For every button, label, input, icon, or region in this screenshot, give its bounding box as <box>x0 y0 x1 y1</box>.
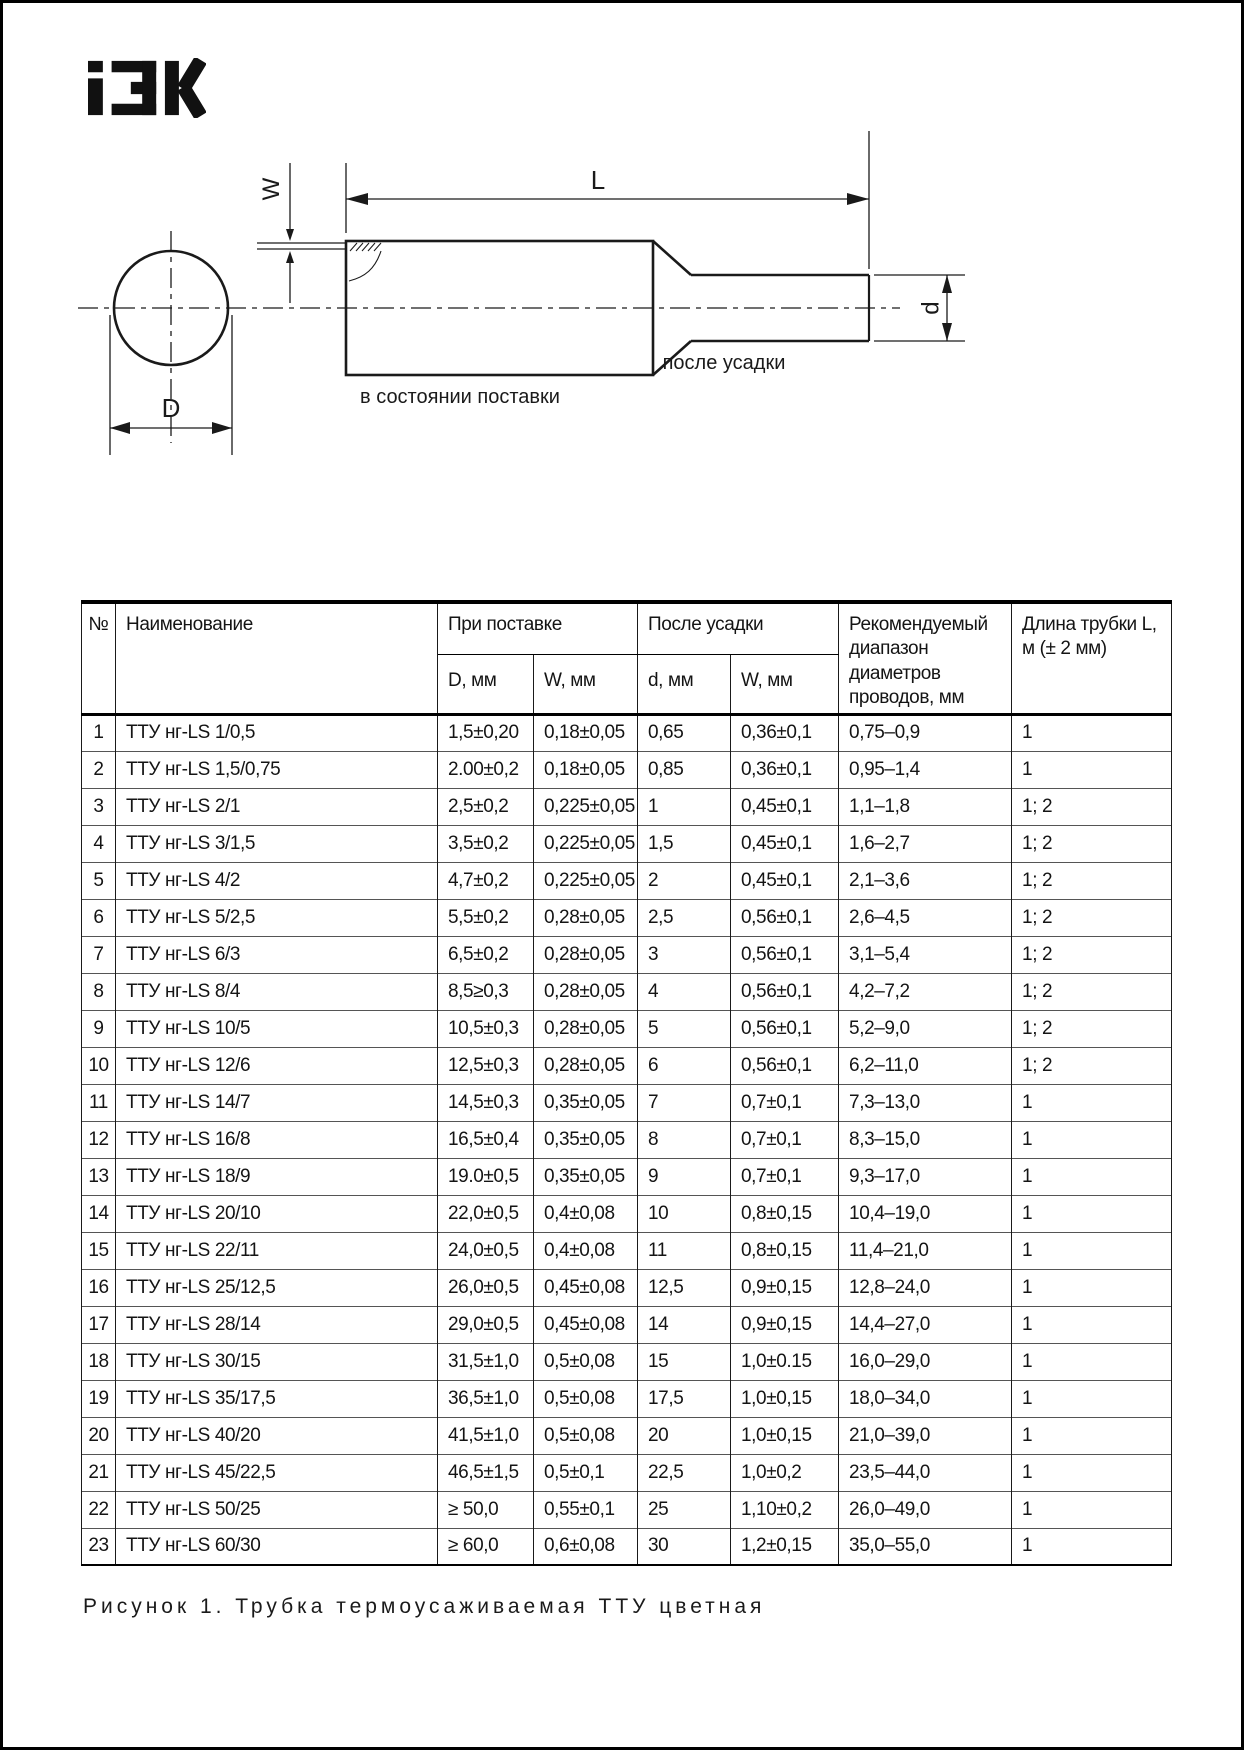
cell-length: 1 <box>1012 1454 1172 1491</box>
cell-w_supply: 0,18±0,05 <box>534 714 638 751</box>
cell-w_after: 1,0±0,15 <box>731 1380 839 1417</box>
cell-d_after: 1,5 <box>638 825 731 862</box>
table-row <box>82 1195 1172 1232</box>
cell-range: 14,4–27,0 <box>839 1306 1012 1343</box>
cell-d_supply: 24,0±0,5 <box>438 1232 534 1269</box>
cell-d_after: 2 <box>638 862 731 899</box>
cell-d_supply: 14,5±0,3 <box>438 1084 534 1121</box>
cell-name: ТТУ нг-LS 12/6 <box>116 1047 438 1084</box>
cell-num: 1 <box>82 714 116 751</box>
cell-d_supply: 10,5±0,3 <box>438 1010 534 1047</box>
cell-range: 21,0–39,0 <box>839 1417 1012 1454</box>
cell-w_after: 0,45±0,1 <box>731 825 839 862</box>
table-row <box>82 788 1172 825</box>
cell-d_after: 17,5 <box>638 1380 731 1417</box>
cell-name: ТТУ нг-LS 14/7 <box>116 1084 438 1121</box>
spec-table-container <box>81 600 1171 1566</box>
table-row <box>82 1158 1172 1195</box>
cell-num: 7 <box>82 936 116 973</box>
arrowhead-left <box>110 422 130 434</box>
cell-d_after: 12,5 <box>638 1269 731 1306</box>
cell-w_supply: 0,28±0,05 <box>534 1010 638 1047</box>
cell-d_after: 9 <box>638 1158 731 1195</box>
cell-length: 1 <box>1012 1491 1172 1528</box>
cell-name: ТТУ нг-LS 45/22,5 <box>116 1454 438 1491</box>
label-supply-state: в состоянии поставки <box>360 386 560 408</box>
table-row <box>82 862 1172 899</box>
cell-range: 2,1–3,6 <box>839 862 1012 899</box>
cell-length: 1 <box>1012 751 1172 788</box>
cell-w_after: 0,45±0,1 <box>731 788 839 825</box>
cell-d_supply: 12,5±0,3 <box>438 1047 534 1084</box>
cell-d_after: 2,5 <box>638 899 731 936</box>
cell-num: 15 <box>82 1232 116 1269</box>
cell-d_supply: 19.0±0,5 <box>438 1158 534 1195</box>
cell-d_after: 5 <box>638 1010 731 1047</box>
cell-name: ТТУ нг-LS 2/1 <box>116 788 438 825</box>
cell-range: 1,1–1,8 <box>839 788 1012 825</box>
cell-w_supply: 0,5±0,08 <box>534 1380 638 1417</box>
cell-length: 1 <box>1012 1084 1172 1121</box>
cell-w_after: 0,9±0,15 <box>731 1269 839 1306</box>
cell-range: 10,4–19,0 <box>839 1195 1012 1232</box>
cell-w_after: 0,56±0,1 <box>731 899 839 936</box>
table-row <box>82 973 1172 1010</box>
cell-w_supply: 0,6±0,08 <box>534 1528 638 1565</box>
cell-w_supply: 0,28±0,05 <box>534 936 638 973</box>
cell-w_supply: 0,28±0,05 <box>534 973 638 1010</box>
cell-d_after: 30 <box>638 1528 731 1565</box>
cell-name: ТТУ нг-LS 1,5/0,75 <box>116 751 438 788</box>
cell-num: 2 <box>82 751 116 788</box>
cell-num: 23 <box>82 1528 116 1565</box>
cell-name: ТТУ нг-LS 10/5 <box>116 1010 438 1047</box>
cell-range: 0,75–0,9 <box>839 714 1012 751</box>
cell-length: 1 <box>1012 1269 1172 1306</box>
header-length: Длина трубки L, м (± 2 мм) <box>1012 602 1172 714</box>
cell-range: 0,95–1,4 <box>839 751 1012 788</box>
cell-d_after: 20 <box>638 1417 731 1454</box>
cell-w_supply: 0,28±0,05 <box>534 899 638 936</box>
cell-d_supply: 36,5±1,0 <box>438 1380 534 1417</box>
cell-range: 3,1–5,4 <box>839 936 1012 973</box>
cell-length: 1 <box>1012 1195 1172 1232</box>
cell-num: 13 <box>82 1158 116 1195</box>
cell-num: 12 <box>82 1121 116 1158</box>
cell-name: ТТУ нг-LS 6/3 <box>116 936 438 973</box>
cell-d_supply: 16,5±0,4 <box>438 1121 534 1158</box>
cell-d_supply: 8,5≥0,3 <box>438 973 534 1010</box>
cell-w_supply: 0,55±0,1 <box>534 1491 638 1528</box>
cell-d_after: 22,5 <box>638 1454 731 1491</box>
header-range: Рекомендуемый диапазон диаметров проводов, мм <box>839 602 1012 714</box>
cell-w_after: 1,0±0.15 <box>731 1343 839 1380</box>
cell-w_after: 0,56±0,1 <box>731 1010 839 1047</box>
arrowhead-down <box>942 323 952 341</box>
cell-name: ТТУ нг-LS 8/4 <box>116 973 438 1010</box>
cell-range: 18,0–34,0 <box>839 1380 1012 1417</box>
iek-logo <box>88 58 206 118</box>
arrowhead-right <box>212 422 232 434</box>
cell-length: 1; 2 <box>1012 825 1172 862</box>
cell-w_after: 1,2±0,15 <box>731 1528 839 1565</box>
cell-range: 26,0–49,0 <box>839 1491 1012 1528</box>
cell-w_after: 1,0±0,15 <box>731 1417 839 1454</box>
cell-range: 12,8–24,0 <box>839 1269 1012 1306</box>
table-row <box>82 825 1172 862</box>
cell-w_after: 0,45±0,1 <box>731 862 839 899</box>
cell-name: ТТУ нг-LS 22/11 <box>116 1232 438 1269</box>
cell-length: 1 <box>1012 714 1172 751</box>
cell-length: 1; 2 <box>1012 1047 1172 1084</box>
cell-d_supply: 4,7±0,2 <box>438 862 534 899</box>
cell-name: ТТУ нг-LS 25/12,5 <box>116 1269 438 1306</box>
cell-w_supply: 0,35±0,05 <box>534 1158 638 1195</box>
cell-length: 1; 2 <box>1012 788 1172 825</box>
table-row <box>82 1491 1172 1528</box>
cell-d_after: 3 <box>638 936 731 973</box>
cell-w_supply: 0,45±0,08 <box>534 1306 638 1343</box>
arrowhead-up <box>286 251 294 263</box>
cell-num: 5 <box>82 862 116 899</box>
cell-d_supply: 46,5±1,5 <box>438 1454 534 1491</box>
cell-w_after: 0,7±0,1 <box>731 1084 839 1121</box>
table-row <box>82 1232 1172 1269</box>
cell-name: ТТУ нг-LS 50/25 <box>116 1491 438 1528</box>
cell-name: ТТУ нг-LS 20/10 <box>116 1195 438 1232</box>
cell-d_after: 14 <box>638 1306 731 1343</box>
cell-length: 1 <box>1012 1232 1172 1269</box>
cell-length: 1 <box>1012 1528 1172 1565</box>
cell-d_supply: 5,5±0,2 <box>438 899 534 936</box>
cell-d_supply: 29,0±0,5 <box>438 1306 534 1343</box>
cell-num: 11 <box>82 1084 116 1121</box>
header-d-after: d, мм <box>638 654 731 714</box>
cell-w_after: 0,8±0,15 <box>731 1232 839 1269</box>
cell-name: ТТУ нг-LS 4/2 <box>116 862 438 899</box>
header-d-supply: D, мм <box>438 654 534 714</box>
cell-w_supply: 0,225±0,05 <box>534 825 638 862</box>
cell-d_after: 0,85 <box>638 751 731 788</box>
cell-num: 20 <box>82 1417 116 1454</box>
cell-length: 1; 2 <box>1012 1010 1172 1047</box>
cell-range: 5,2–9,0 <box>839 1010 1012 1047</box>
dim-label-L: L <box>590 165 606 195</box>
table-row <box>82 1269 1172 1306</box>
cell-range: 11,4–21,0 <box>839 1232 1012 1269</box>
cell-w_after: 0,56±0,1 <box>731 936 839 973</box>
cell-name: ТТУ нг-LS 40/20 <box>116 1417 438 1454</box>
cell-range: 2,6–4,5 <box>839 899 1012 936</box>
spec-table <box>81 600 1172 1566</box>
technical-drawing <box>58 128 993 473</box>
cell-range: 1,6–2,7 <box>839 825 1012 862</box>
cell-name: ТТУ нг-LS 16/8 <box>116 1121 438 1158</box>
cell-w_after: 0,56±0,1 <box>731 973 839 1010</box>
cell-num: 6 <box>82 899 116 936</box>
cell-d_supply: 41,5±1,0 <box>438 1417 534 1454</box>
cell-length: 1 <box>1012 1306 1172 1343</box>
cell-name: ТТУ нг-LS 3/1,5 <box>116 825 438 862</box>
cell-d_supply: 6,5±0,2 <box>438 936 534 973</box>
arrowhead-right <box>847 193 869 205</box>
table-row <box>82 1380 1172 1417</box>
cell-d_supply: 31,5±1,0 <box>438 1343 534 1380</box>
cell-w_after: 1,10±0,2 <box>731 1491 839 1528</box>
table-row <box>82 1417 1172 1454</box>
cell-name: ТТУ нг-LS 30/15 <box>116 1343 438 1380</box>
cell-range: 23,5–44,0 <box>839 1454 1012 1491</box>
cell-range: 16,0–29,0 <box>839 1343 1012 1380</box>
cell-range: 7,3–13,0 <box>839 1084 1012 1121</box>
cell-w_supply: 0,5±0,1 <box>534 1454 638 1491</box>
header-w-after: W, мм <box>731 654 839 714</box>
table-row <box>82 1343 1172 1380</box>
cell-name: ТТУ нг-LS 1/0,5 <box>116 714 438 751</box>
cell-d_after: 8 <box>638 1121 731 1158</box>
figure-caption: Рисунок 1. Трубка термоусаживаемая ТТУ цветная <box>83 1595 766 1618</box>
cell-d_after: 25 <box>638 1491 731 1528</box>
cell-w_after: 0,36±0,1 <box>731 714 839 751</box>
cell-name: ТТУ нг-LS 35/17,5 <box>116 1380 438 1417</box>
cell-d_supply: 1,5±0,20 <box>438 714 534 751</box>
section-hatch <box>350 243 381 251</box>
cell-w_after: 0,9±0,15 <box>731 1306 839 1343</box>
cell-w_after: 1,0±0,2 <box>731 1454 839 1491</box>
cell-w_after: 0,7±0,1 <box>731 1158 839 1195</box>
cell-w_supply: 0,35±0,05 <box>534 1084 638 1121</box>
header-num: № <box>82 602 116 714</box>
cell-num: 21 <box>82 1454 116 1491</box>
arrowhead-down <box>286 229 294 241</box>
cell-d_after: 6 <box>638 1047 731 1084</box>
cell-d_after: 15 <box>638 1343 731 1380</box>
cell-w_supply: 0,5±0,08 <box>534 1343 638 1380</box>
cell-d_supply: 2,5±0,2 <box>438 788 534 825</box>
cell-length: 1 <box>1012 1380 1172 1417</box>
cell-num: 19 <box>82 1380 116 1417</box>
table-row <box>82 1047 1172 1084</box>
cell-num: 9 <box>82 1010 116 1047</box>
cell-num: 8 <box>82 973 116 1010</box>
cell-length: 1 <box>1012 1343 1172 1380</box>
dim-label-D: D <box>161 393 181 423</box>
cell-length: 1; 2 <box>1012 936 1172 973</box>
cell-num: 10 <box>82 1047 116 1084</box>
cell-w_supply: 0,18±0,05 <box>534 751 638 788</box>
cell-d_after: 10 <box>638 1195 731 1232</box>
cell-length: 1; 2 <box>1012 973 1172 1010</box>
spec-table-body <box>82 714 1172 1565</box>
cell-num: 22 <box>82 1491 116 1528</box>
arrowhead-left <box>346 193 368 205</box>
cell-w_after: 0,8±0,15 <box>731 1195 839 1232</box>
table-row <box>82 1528 1172 1565</box>
cell-d_supply: ≥ 60,0 <box>438 1528 534 1565</box>
cell-w_after: 0,56±0,1 <box>731 1047 839 1084</box>
table-row <box>82 1454 1172 1491</box>
cell-w_after: 0,7±0,1 <box>731 1121 839 1158</box>
cell-w_supply: 0,4±0,08 <box>534 1195 638 1232</box>
dim-label-W: W <box>258 177 285 201</box>
table-row <box>82 936 1172 973</box>
header-name: Наименование <box>116 602 438 714</box>
cell-d_after: 11 <box>638 1232 731 1269</box>
cell-range: 4,2–7,2 <box>839 973 1012 1010</box>
cell-name: ТТУ нг-LS 28/14 <box>116 1306 438 1343</box>
table-row <box>82 1121 1172 1158</box>
cell-d_supply: 3,5±0,2 <box>438 825 534 862</box>
cell-range: 6,2–11,0 <box>839 1047 1012 1084</box>
cell-name: ТТУ нг-LS 60/30 <box>116 1528 438 1565</box>
cell-length: 1 <box>1012 1158 1172 1195</box>
cell-d_after: 7 <box>638 1084 731 1121</box>
label-after-shrink: после усадки <box>662 352 786 374</box>
cell-name: ТТУ нг-LS 18/9 <box>116 1158 438 1195</box>
cell-length: 1 <box>1012 1417 1172 1454</box>
table-row <box>82 751 1172 788</box>
table-row <box>82 714 1172 751</box>
cell-w_supply: 0,45±0,08 <box>534 1269 638 1306</box>
cell-w_supply: 0,5±0,08 <box>534 1417 638 1454</box>
cell-d_supply: ≥ 50,0 <box>438 1491 534 1528</box>
header-after-group: После усадки <box>638 602 839 654</box>
cell-length: 1; 2 <box>1012 899 1172 936</box>
cell-w_supply: 0,225±0,05 <box>534 862 638 899</box>
cell-w_supply: 0,225±0,05 <box>534 788 638 825</box>
cell-range: 35,0–55,0 <box>839 1528 1012 1565</box>
header-supply-group: При поставке <box>438 602 638 654</box>
cell-name: ТТУ нг-LS 5/2,5 <box>116 899 438 936</box>
cell-d_supply: 2.00±0,2 <box>438 751 534 788</box>
cell-w_after: 0,36±0,1 <box>731 751 839 788</box>
cell-d_supply: 22,0±0,5 <box>438 1195 534 1232</box>
cell-d_supply: 26,0±0,5 <box>438 1269 534 1306</box>
cell-num: 16 <box>82 1269 116 1306</box>
cell-range: 9,3–17,0 <box>839 1158 1012 1195</box>
arrowhead-up <box>942 275 952 293</box>
cell-num: 3 <box>82 788 116 825</box>
table-row <box>82 1010 1172 1047</box>
cell-length: 1 <box>1012 1121 1172 1158</box>
header-w-supply: W, мм <box>534 654 638 714</box>
cell-num: 17 <box>82 1306 116 1343</box>
cell-w_supply: 0,28±0,05 <box>534 1047 638 1084</box>
cell-w_supply: 0,35±0,05 <box>534 1121 638 1158</box>
table-row <box>82 1084 1172 1121</box>
cell-num: 4 <box>82 825 116 862</box>
cell-num: 18 <box>82 1343 116 1380</box>
cell-d_after: 1 <box>638 788 731 825</box>
cell-d_after: 0,65 <box>638 714 731 751</box>
table-row <box>82 899 1172 936</box>
cell-d_after: 4 <box>638 973 731 1010</box>
cell-num: 14 <box>82 1195 116 1232</box>
cell-w_supply: 0,4±0,08 <box>534 1232 638 1269</box>
cell-length: 1; 2 <box>1012 862 1172 899</box>
table-row <box>82 1306 1172 1343</box>
dim-label-d: d <box>917 301 945 315</box>
cell-range: 8,3–15,0 <box>839 1121 1012 1158</box>
